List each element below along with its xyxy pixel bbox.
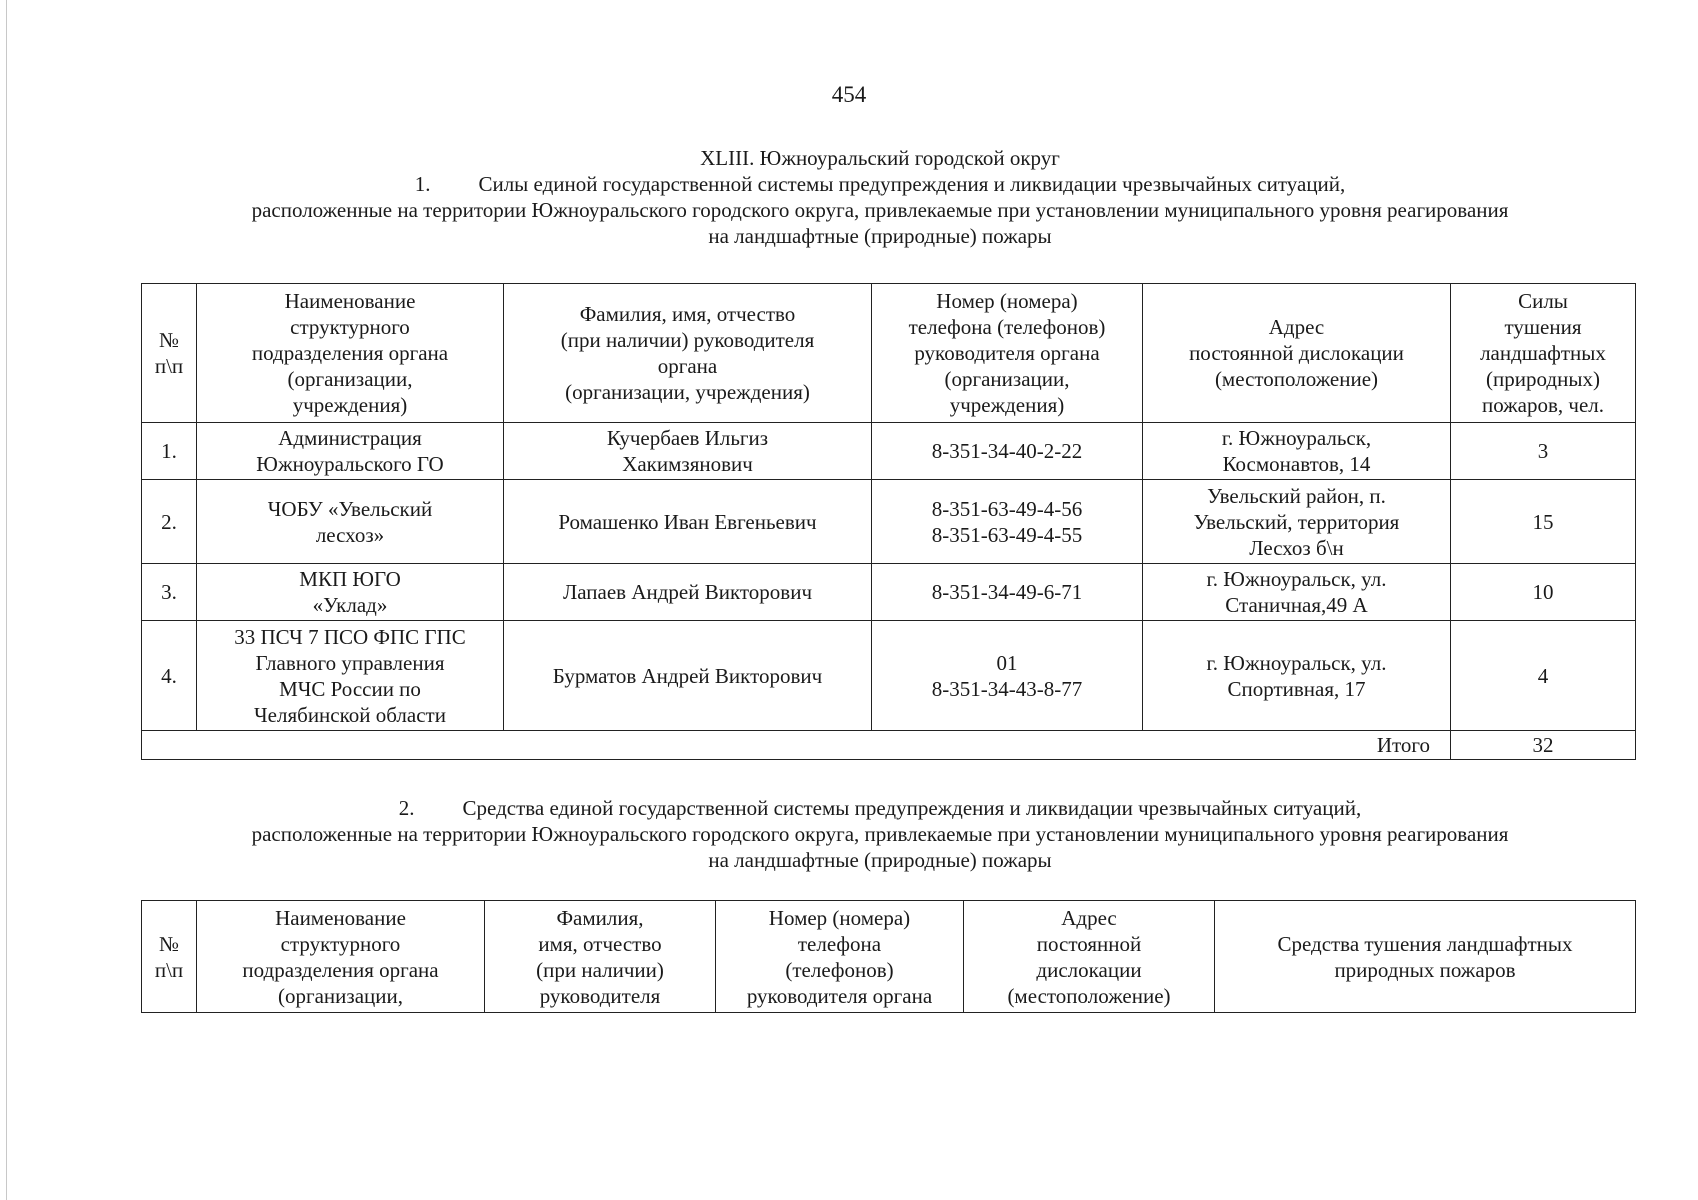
cell-line: Фамилия, имя, отчество <box>579 302 796 326</box>
row-unit <box>197 480 504 564</box>
cell-line: п\п <box>154 354 184 378</box>
part1-number: 1. <box>414 172 431 196</box>
cell-line: Номер (номера) <box>936 289 1078 313</box>
header-num <box>142 901 197 1013</box>
header-unit <box>197 284 504 423</box>
cell-line: 8-351-63-49-4-55 <box>931 522 1083 547</box>
row-num: 4. <box>142 621 197 731</box>
cell-line: Южноуральского ГО <box>256 452 444 476</box>
cell-line: Спортивная, 17 <box>1227 676 1366 701</box>
row-num: 1. <box>142 423 197 480</box>
cell-line: Номер (номера) <box>768 905 911 930</box>
cell-line: п\п <box>154 957 184 982</box>
row-address <box>1143 423 1451 480</box>
cell-line: Увельский район, п. <box>1207 483 1386 508</box>
forces-table <box>141 283 1636 760</box>
cell-line: Челябинской области <box>254 702 446 727</box>
part1-title-line2: расположенные на территории Южноуральского городского округа, привлекаемые при установлении муниципального уровня реагирования <box>251 198 1509 222</box>
row-unit <box>197 621 504 731</box>
row-num: 3. <box>142 564 197 621</box>
row-phone <box>872 480 1143 564</box>
cell-line: постоянной дислокации <box>1189 341 1404 365</box>
cell-line: ЧОБУ «Увельский <box>267 496 433 521</box>
cell-line: структурного <box>280 931 401 956</box>
cell-line: лесхоз» <box>315 522 385 547</box>
header-head <box>504 284 872 423</box>
cell-line: 8-351-34-40-2-22 <box>931 439 1083 463</box>
cell-line: имя, отчество <box>538 931 662 956</box>
row-unit <box>197 564 504 621</box>
cell-line: органа <box>657 354 718 378</box>
part2-heading <box>140 795 1620 873</box>
row-head <box>504 480 872 564</box>
row-num: 2. <box>142 480 197 564</box>
cell-line: г. Южноуральск, <box>1221 426 1372 450</box>
header-address <box>1143 284 1451 423</box>
row-address <box>1143 621 1451 731</box>
cell-line: МКП ЮГО <box>299 567 401 591</box>
cell-line: постоянной <box>1036 931 1142 956</box>
row-forces: 3 <box>1451 423 1636 480</box>
cell-line: учреждения) <box>292 393 408 417</box>
row-forces: 15 <box>1451 480 1636 564</box>
cell-line: Лесхоз б\н <box>1249 535 1344 560</box>
page-number: 454 <box>831 82 867 107</box>
cell-line: (при наличии) <box>536 957 664 982</box>
cell-line: Фамилия, <box>556 905 644 930</box>
row-unit <box>197 423 504 480</box>
cell-line: Станичная,49 А <box>1225 593 1368 617</box>
row-head <box>504 621 872 731</box>
row-address <box>1143 480 1451 564</box>
cell-line: Бурматов Андрей Викторович <box>552 663 823 688</box>
total-row <box>142 731 1636 760</box>
row-forces: 4 <box>1451 621 1636 731</box>
row-phone <box>872 621 1143 731</box>
cell-line: пожаров, чел. <box>1481 393 1605 417</box>
cell-line: учреждения) <box>949 393 1065 417</box>
total-value: 32 <box>1451 731 1636 760</box>
cell-line: 01 <box>996 650 1018 675</box>
cell-line: г. Южноуральск, ул. <box>1206 567 1387 591</box>
cell-line: № <box>158 328 180 352</box>
total-label: Итого <box>142 731 1451 760</box>
cell-line: (телефонов) <box>785 957 894 982</box>
row-phone <box>872 423 1143 480</box>
cell-line: Наименование <box>275 905 406 930</box>
cell-line: Администрация <box>278 426 422 450</box>
cell-line: (при наличии) руководителя <box>560 328 815 352</box>
cell-line: Ромашенко Иван Евгеньевич <box>558 509 817 534</box>
cell-line: руководителя органа <box>914 341 1100 365</box>
cell-line: (местоположение) <box>1007 983 1171 1008</box>
header-head <box>485 901 716 1013</box>
cell-line: ландшафтных <box>1480 341 1606 365</box>
cell-line: Увельский, территория <box>1193 509 1400 534</box>
table-row <box>142 423 1636 480</box>
part2-title-line3: на ландшафтные (природные) пожары <box>708 848 1052 872</box>
table-row <box>142 480 1636 564</box>
header-phone <box>716 901 964 1013</box>
cell-line: г. Южноуральск, ул. <box>1206 650 1387 675</box>
cell-line: «Уклад» <box>312 593 388 617</box>
table-row <box>142 621 1636 731</box>
cell-line: телефона (телефонов) <box>908 315 1106 339</box>
cell-line: № <box>158 931 180 956</box>
cell-line: (организации, <box>287 367 413 391</box>
row-address <box>1143 564 1451 621</box>
cell-line: Средства тушения ландшафтных <box>1277 931 1573 956</box>
section-title: XLIII. Южноуральский городской округ <box>700 146 1060 170</box>
header-phone <box>872 284 1143 423</box>
cell-line: Хакимзянович <box>622 452 753 476</box>
part2-number: 2. <box>398 796 415 820</box>
cell-line: Адрес <box>1061 905 1117 930</box>
forces-table-header <box>142 284 1636 423</box>
cell-line: (организации, <box>944 367 1070 391</box>
part2-title-line2: расположенные на территории Южноуральского городского округа, привлекаемые при установлении муниципального уровня реагирования <box>251 822 1509 846</box>
cell-line: 8-351-34-43-8-77 <box>931 676 1083 701</box>
cell-line: структурного <box>290 315 410 339</box>
cell-line: Кучербаев Ильгиз <box>606 426 769 450</box>
cell-line: телефона <box>797 931 882 956</box>
scan-edge-line <box>6 0 7 1200</box>
part2-title-line1: Средства единой государственной системы предупреждения и ликвидации чрезвычайных ситуаций, <box>462 796 1362 820</box>
cell-line: Лапаев Андрей Викторович <box>562 580 813 604</box>
cell-line: 8-351-63-49-4-56 <box>931 496 1083 521</box>
cell-line: Главного управления <box>255 650 445 675</box>
row-forces: 10 <box>1451 564 1636 621</box>
cell-line: Наименование <box>284 289 416 313</box>
cell-line: подразделения органа <box>242 957 439 982</box>
part1-heading <box>140 145 1620 249</box>
cell-line: руководителя органа <box>746 983 933 1008</box>
cell-line: дислокации <box>1036 957 1142 982</box>
cell-line: 8-351-34-49-6-71 <box>931 580 1083 604</box>
row-phone <box>872 564 1143 621</box>
cell-line: (природных) <box>1486 367 1600 391</box>
cell-line: Силы <box>1518 289 1568 313</box>
header-forces <box>1451 284 1636 423</box>
header-num <box>142 284 197 423</box>
cell-line: тушения <box>1504 315 1582 339</box>
header-unit <box>197 901 485 1013</box>
cell-line: (местоположение) <box>1214 367 1379 391</box>
header-means <box>1215 901 1636 1013</box>
cell-line: Космонавтов, 14 <box>1222 452 1371 476</box>
cell-line: МЧС России по <box>279 676 421 701</box>
cell-line: подразделения органа <box>251 341 449 365</box>
cell-line: 33 ПСЧ 7 ПСО ФПС ГПС <box>234 624 466 649</box>
table-row <box>142 564 1636 621</box>
means-table-header <box>142 901 1636 1013</box>
cell-line: Адрес <box>1268 315 1325 339</box>
row-head <box>504 423 872 480</box>
means-table <box>141 900 1636 1013</box>
cell-line: (организации, <box>278 983 403 1008</box>
row-head <box>504 564 872 621</box>
cell-line: руководителя <box>539 983 661 1008</box>
cell-line: (организации, учреждения) <box>565 380 810 404</box>
part1-title-line3: на ландшафтные (природные) пожары <box>708 224 1052 248</box>
cell-line: природных пожаров <box>1334 957 1516 982</box>
header-address <box>964 901 1215 1013</box>
part1-title-line1: Силы единой государственной системы предупреждения и ликвидации чрезвычайных ситуаций, <box>478 172 1346 196</box>
